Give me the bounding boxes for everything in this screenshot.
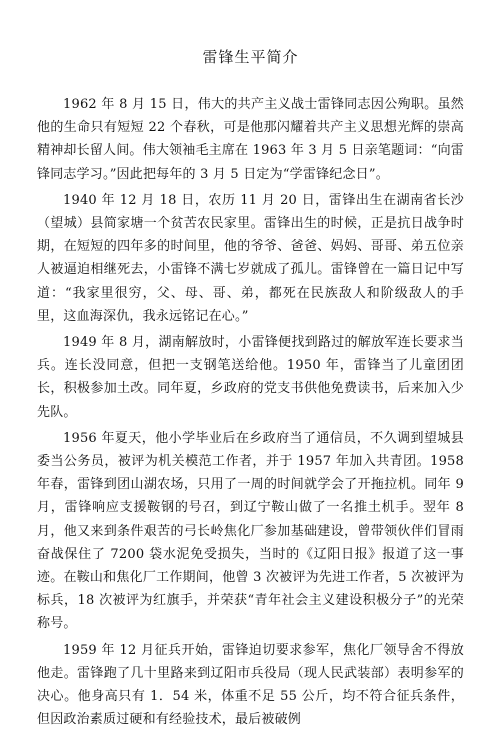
paragraph-5: 1959 年 12 月征兵开始，雷锋迫切要求参军，焦化厂领导舍不得放他走。雷锋跑了几十里路来到辽阳市兵役局（现人民武装部）表明参军的决心。他身高只有 1．54 米，体重不足 55 公斤，均不符合征兵条件，但因政治素质过硬和有经验技术，最后被破例: [37, 642, 464, 728]
paragraph-1: 1962 年 8 月 15 日，伟大的共产主义战士雷锋同志因公殉职。虽然他的生命只有短短 22 个春秋，可是他那闪耀着共产主义思想光辉的崇高精神却长留人间。伟大领袖毛主席在 1963 年 3 月 5 日亲笔题词：“向雷锋同志学习。”因此把每年的 3 月 5 日定为“学雷锋纪念日”。: [37, 97, 464, 182]
document-title: 雷锋生平简介: [202, 48, 299, 66]
paragraph-4: 1956 年夏天，他小学毕业后在乡政府当了通信员，不久调到望城县委当公务员，被评为机关模范工作者，并于 1957 年加入共青团。1958 年春，雷锋到团山湖农场，只用了一周的时间就学会了开拖拉机。同年 9 月，雷锋响应支援鞍钢的号召，到辽宁鞍山做了一名推土机手。翌年 8 月，他又来到条件艰苦的弓长岭焦化厂参加基础建设，曾带领伙伴们冒雨奋战保住了 7200 袋水泥免受损失，当时的《辽阳日报》报道了这一事迹。在鞍山和焦化厂工作期间，他曾 3 次被评为先进工作者，5 次被评为标兵，18 次被评为红旗手，并荣获“青年社会主义建设积极分子”的光荣称号。: [37, 430, 464, 632]
paragraph-3: 1949 年 8 月，湖南解放时，小雷锋便找到路过的解放军连长要求当兵。连长没同意，但把一支钢笔送给他。1950 年，雷锋当了儿童团团长，积极参加土改。同年夏，乡政府的党支书供他免费读书，后来加入少先队。: [37, 335, 464, 420]
paragraph-2: 1940 年 12 月 18 日，农历 11 月 20 日，雷锋出生在湖南省长沙（望城）县简家塘一个贫苦农民家里。雷锋出生的时候，正是抗日战争时期，在短短的四年多的时间里，他的爷爷、爸爸、妈妈、哥哥、弟五位亲人被逼迫相继死去，小雷锋不满七岁就成了孤儿。雷锋曾在一篇日记中写道：“我家里很穷，父、母、哥、弟，都死在民族敌人和阶级敌人的手里，这血海深仇，我永远铭记在心。”: [37, 192, 464, 324]
